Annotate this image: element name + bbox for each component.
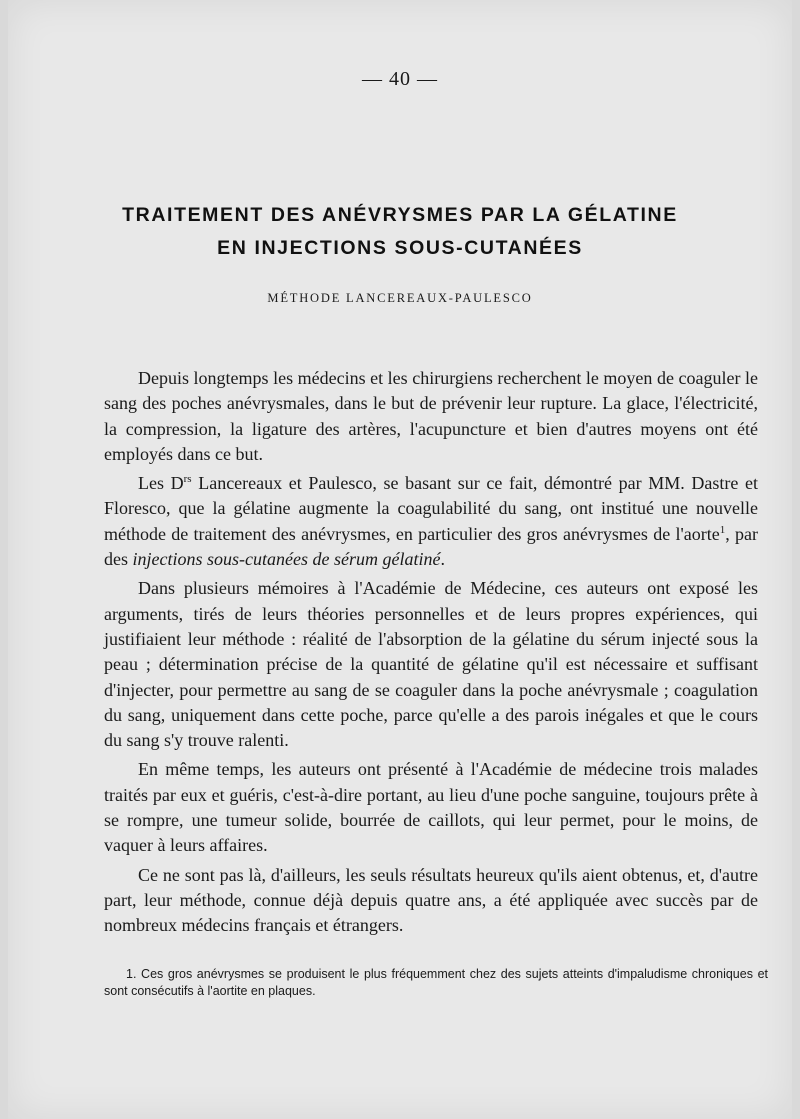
paragraph-2-start: Les D — [138, 473, 184, 494]
paragraph-2 — [104, 471, 758, 572]
title-line-1: TRAITEMENT DES ANÉVRYSMES PAR LA GÉLATINE — [122, 204, 678, 226]
document-page — [8, 0, 792, 1119]
footnote-reference: 1 — [719, 523, 726, 536]
body-text — [104, 366, 758, 939]
footnote-text: 1. Ces gros anévrysmes se produisent le plus fréquemment chez des sujets atteints d'impaludisme chroniques et sont consécutifs à l'aortite en plaques. — [104, 967, 768, 998]
paragraph-2-middle: Lancereaux et Paulesco, se basant sur ce fait, démontré par MM. Dastre et Floresco, que la gélatine augmente la coagulabilité du sang, ont institué une nouvelle méthode de traitement des anévrysmes, en particulier des gros anévrysmes de l'aorte — [104, 473, 758, 544]
page-number: — 40 — — [362, 68, 438, 90]
paragraph-2-after-ref: , par des — [104, 523, 759, 570]
title-line-2: EN INJECTIONS SOUS-CUTANÉES — [217, 237, 583, 259]
subtitle: MÉTHODE LANCEREAUX-PAULESCO — [267, 291, 533, 305]
paragraph-5: Ce ne sont pas là, d'ailleurs, les seuls résultats heureux qu'ils aient obtenus, et, d'autre part, leur méthode, connue déjà depuis quatre ans, a été appliquée avec succès par de nombreux médecins français et étrangers. — [104, 864, 758, 936]
paragraph-2-end: . — [440, 549, 445, 570]
paragraph-3: Dans plusieurs mémoires à l'Académie de Médecine, ces auteurs ont exposé les arguments, tirés de leurs théories personnelles et de leurs propres expériences, qui justifiaient leur méthode : réalité de l'absorption de la gélatine du sérum injecté sous la peau ; détermination précise de la quantité de gélatine qu'il est nécessaire et suffisant d'injecter, pour permettre au sang de se coaguler dans la poche anévrysmale ; coagulation du sang, uniquement dans cette poche, parce qu'elle a des parois inégales et que le cours du sang s'y trouve ralenti. — [104, 578, 758, 751]
footnote — [104, 966, 768, 1000]
paragraph-4: En même temps, les auteurs ont présenté à l'Académie de médecine trois malades traités par eux et guéris, c'est-à-dire portant, au lieu d'une poche sanguine, toujours prête à se rompre, une tumeur solide, bourrée de caillots, qui leur permet, pour le moins, de vaquer à leurs affaires. — [104, 759, 758, 856]
paragraph-2-superscript: rs — [183, 473, 192, 486]
paragraph-1: Depuis longtemps les médecins et les chirurgiens recherchent le moyen de coaguler le sang des poches anévrysmales, dans le but de prévenir leur rupture. La glace, l'électricité, la compression, la ligature des artères, l'acupuncture et bien d'autres moyens ont été employés dans ce but. — [104, 368, 758, 464]
paragraph-2-italic: injections sous-cutanées de sérum gélatiné — [132, 549, 441, 570]
